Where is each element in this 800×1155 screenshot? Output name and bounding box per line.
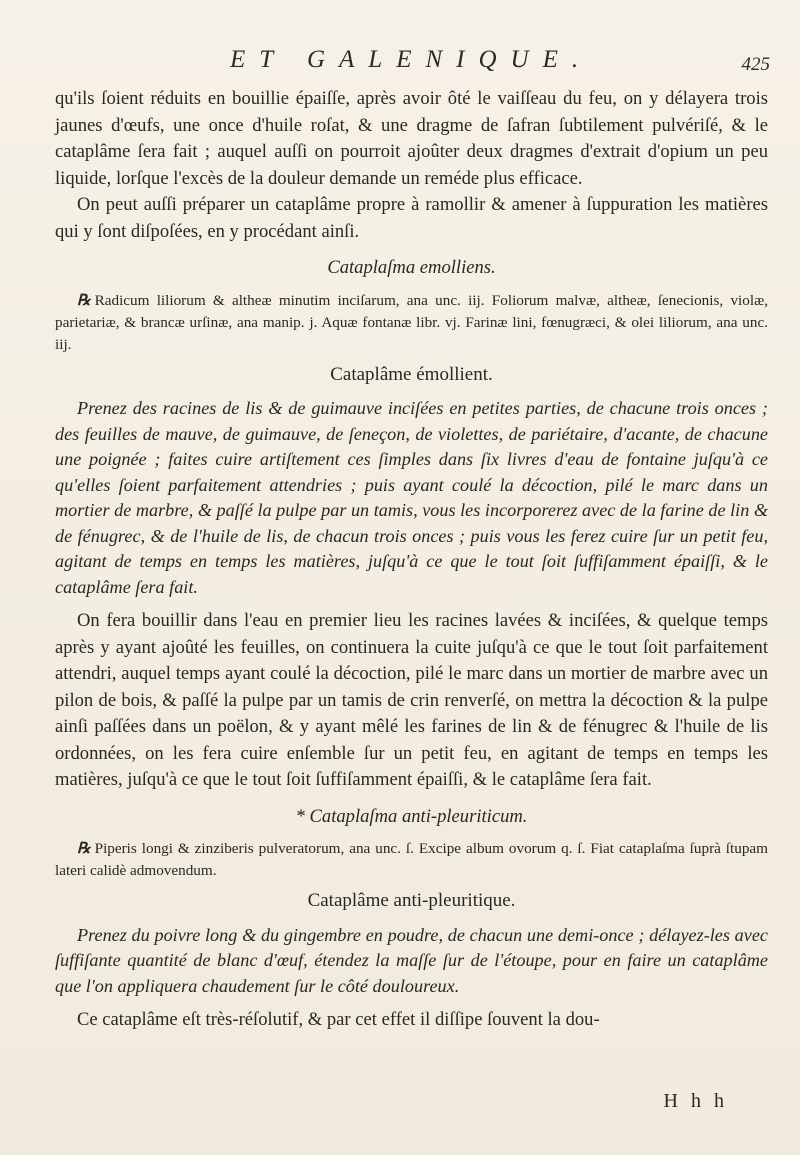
recipe-symbol: ℞	[77, 291, 91, 309]
recipe-symbol: ℞	[77, 840, 91, 857]
recipe-french-antipleuritic: Prenez du poivre long & du gingembre en poudre, de chacun une demi-once ; délayez-les avec ſuffiſante quantité de blanc d'œuf, étendez la maſſe ſur de l'étoupe, pour en faire un cataplâme que l'on appliquera chaudement ſur le côté douloureux.	[55, 924, 768, 996]
page-body	[55, 86, 768, 1034]
recipe-title-french-antipleuritic: Cataplâme anti-pleuritique.	[307, 890, 516, 911]
page-number: 425	[741, 54, 770, 75]
signature-mark: H h h	[663, 1090, 728, 1112]
paragraph-intro-emollient: On peut auſſi préparer un cataplâme propre à ramollir & amener à ſuppuration les matières qui y ſont diſpoſées, en y procédant ainſi.	[55, 194, 768, 242]
paragraph-final: Ce cataplâme eſt très-réſolutif, & par cet effet il diſſipe ſouvent la dou-	[77, 1009, 600, 1030]
recipe-title-french-emollient: Cataplâme émollient.	[330, 363, 493, 385]
paragraph-method: On fera bouillir dans l'eau en premier lieu les racines lavées & inciſées, & quelque temps après y ayant ajoûté les feuilles, on continuera la cuite juſqu'à ce que le tout ſoit parfaitement attendri, auquel temps ayant coulé la décoction, pilé le marc dans un mortier de marbre avec un pilon de bois, & paſſé la pulpe par un tamis de crin renverſé, on mettra la décoction & la pulpe ainſi paſſées dans un poëlon, & y ayant mêlé les farines de lin & de fénugrec & l'huile de lis ordonnées, on les fera cuire enſemble ſur un petit feu, en agitant de temps en temps les matières, juſqu'à ce que le tout ſoit ſuffiſamment épaiſſi, & le cataplâme ſera fait.	[55, 610, 768, 790]
running-title: ET GALENIQUE.	[230, 46, 593, 73]
spacer	[55, 999, 768, 1007]
recipe-latin-text: Piperis longi & zinziberis pulveratorum, ana unc. ſ. Excipe album ovorum q. ſ. Fiat cataplaſma ſuprà ſtupam lateri calidè admovendum.	[55, 840, 768, 879]
recipe-latin-antipleuritic	[55, 838, 768, 882]
recipe-title-latin-antipleuritic: * Cataplaſma anti-pleuriticum.	[295, 805, 528, 827]
recipe-title-latin-emollient: Cataplaſma emolliens.	[327, 257, 496, 278]
recipe-latin-emollient	[55, 290, 768, 356]
recipe-french-emollient: Prenez des racines de lis & de guimauve inciſées en petites parties, de chacune trois onces ; des feuilles de mauve, de guimauve, de ſeneçon, de violettes, de pariétaire, d'acante, de chacune une poignée ; faites cuire artiſtement ces ſimples dans ſix livres d'eau de fontaine juſqu'à ce qu'elles ſoient parfaitement attendries ; puis ayant coulé la décoction, pilé le marc dans un mortier de marbre, & paſſé la pulpe par un tamis, vous les incorporerez avec de la farine de lin & de fénugrec, & de l'huile de lis, de chacun trois onces ; puis vous les ferez cuire ſur un petit feu, agitant de temps en temps les matières, juſqu'à ce que le tout ſoit ſuffiſamment épaiſſi, & le cataplâme ſera fait.	[55, 398, 768, 597]
spacer	[55, 600, 768, 608]
recipe-latin-text: Radicum liliorum & altheæ minutim inciſarum, ana unc. iij. Foliorum malvæ, altheæ, ſenecionis, violæ, parietariæ, & brancæ urſinæ, ana manip. j. Aquæ fontanæ libr. vj. Farinæ lini, fœnugræci, & olei liliorum, ana unc. iij.	[55, 291, 768, 353]
paragraph-continuation: qu'ils ſoient réduits en bouillie épaiſſe, après avoir ôté le vaiſſeau du feu, on y délayera trois jaunes d'œufs, une once d'huile roſat, & une dragme de ſafran ſubtilement pulvériſé, & le cataplâme ſera fait ; auquel auſſi on pourroit ajoûter deux dragmes d'extrait d'opium un peu liquide, lorſque l'excès de la douleur demande un reméde plus efficace.	[55, 88, 768, 189]
